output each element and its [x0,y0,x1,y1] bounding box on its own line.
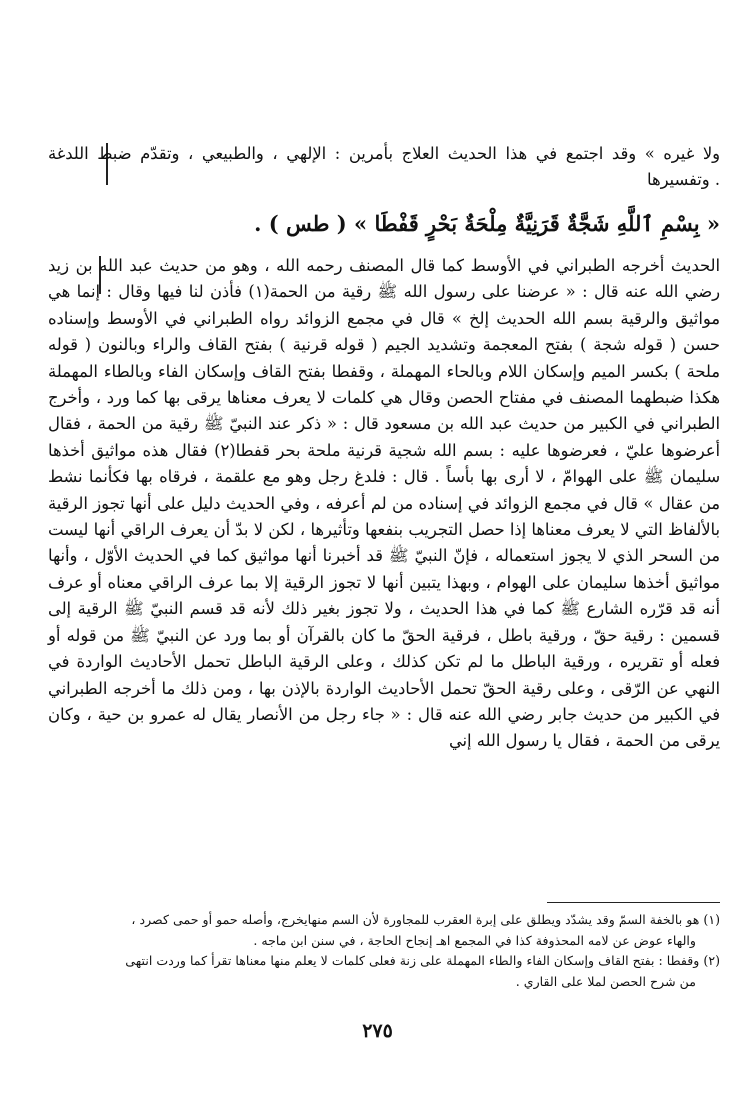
commentary-paragraph: الحديث أخرجه الطبراني في الأوسط كما قال المصنف رحمه الله ، وهو من حديث عبد الله بن زيد رضي الله عنه قال : « عرضنا على رسول الله ﷺ رقية من الحمة(١) فأذن لنا فيها وقال : إنما هي مواثيق والرقية بسم الله الحديث إلخ » قال في مجمع الزوائد رواه الطبراني في الأوسط وإسناده حسن ( قوله شجة ) بفتح المعجمة وتشديد الجيم ( قوله قرنية ) بفتح القاف والراء وبالنون ( قوله ملحة ) بكسر الميم وإسكان اللام وبالحاء المهملة ، وقفطا بفتح القاف وإسكان الفاء وبالطاء المهملة هكذا ضبطهما المصنف في مفتاح الحصن وقال هي كلمات لا يعرف معناها يرقى بها كما ورد ، وأخرج الطبراني في الكبير من حديث عبد الله بن مسعود قال : « ذكر عند النبيّ ﷺ رقية من الحمة ، فقال أعرضوها عليّ ، فعرضوها عليه : بسم الله شجية قرنية ملحة بحر قفطا(٢) فقال هذه مواثيق أخذها سليمان ﷺ على الهوامّ ، لا أرى بها بأساً . قال : فلدغ رجل وهو مع علقمة ، فرقاه بها فكأنما نشط من عقال » قال في مجمع الزوائد في إسناده من لم أعرفه ، وفي الحديث دليل على أنها تجوز الرقية بالألفاظ التي لا يعرف معناها إذا حصل التجريب بنفعها وتأثيرها ، لكن لا بدّ أن يعرف الراقي أنها ليست من السحر الذي لا يجوز استعماله ، فإنّ النبيّ ﷺ قد أخبرنا أنها مواثيق كما في الحديث الأوّل ، وأنها مواثيق أخذها سليمان على الهوام ، وبهذا يتبين أنها لا تجوز الرقية إلا بما عرف الراقي معناه أو عرف أنه قد قرّره الشارع ﷺ كما في هذا الحديث ، ولا تجوز بغير ذلك لأنه قد قسم النبيّ ﷺ الرقية إلى قسمين : رقية حقّ ، ورقية باطل ، فرقية الحقّ ما كان بالقرآن أو بما ورد عن النبيّ ﷺ من قوله أو فعله أو تقريره ، ورقية الباطل ما لم تكن كذلك ، وعلى الرقية الباطل تحمل الأحاديث الواردة في النهي عن الرّقى ، وعلى رقية الحقّ تحمل الأحاديث الواردة بالإذن بها ، ومن ذلك ما أخرجه الطبراني في الكبير من حديث جابر رضي الله عنه قال : « جاء رجل من الأنصار يقال له عمرو بن حية ، وكان يرقى من الحمة ، فقال يا رسول الله إني [48,256,720,751]
footnote-2: (٢) وقفطا : بفتح القاف وإسكان الفاء والطاء المهملة على زنة فعلى كلمات لا يعلم منها معناها تقرأ كما وردت انتهى [125,953,720,968]
footnotes [48,910,720,992]
footnote-1: (١) هو بالخفة السمّ وقد يشدّد ويطلق على إبرة العقرب للمجاورة لأن السم منهايخرج، وأصله حمو أو حمى كصرد ، [131,912,720,927]
page-number: ٢٧٥ [362,1020,393,1042]
footnote-1-continuation: والهاء عوض عن لامه المحذوفة كذا في المجمع اهـ إنجاح الحاجة ، في سنن ابن ماجه . [253,932,696,948]
footnote-separator [547,902,720,903]
intro-paragraph: ولا غيره » وقد اجتمع في هذا الحديث العلاج بأمرين : الإلهي ، والطبيعي ، وتقدّم ضبط اللدغة وتفسيرها . [48,144,720,190]
hadith-heading: « بِسْمِ ٱللَّهِ شَجَّةٌ قَرَنِيَّةٌ مِلْحَةٌ بَحْرٍ قَفْطَا » ( طس ) . [254,211,720,236]
footnote-2-continuation: من شرح الحصن لملا على القاري . [515,973,696,989]
